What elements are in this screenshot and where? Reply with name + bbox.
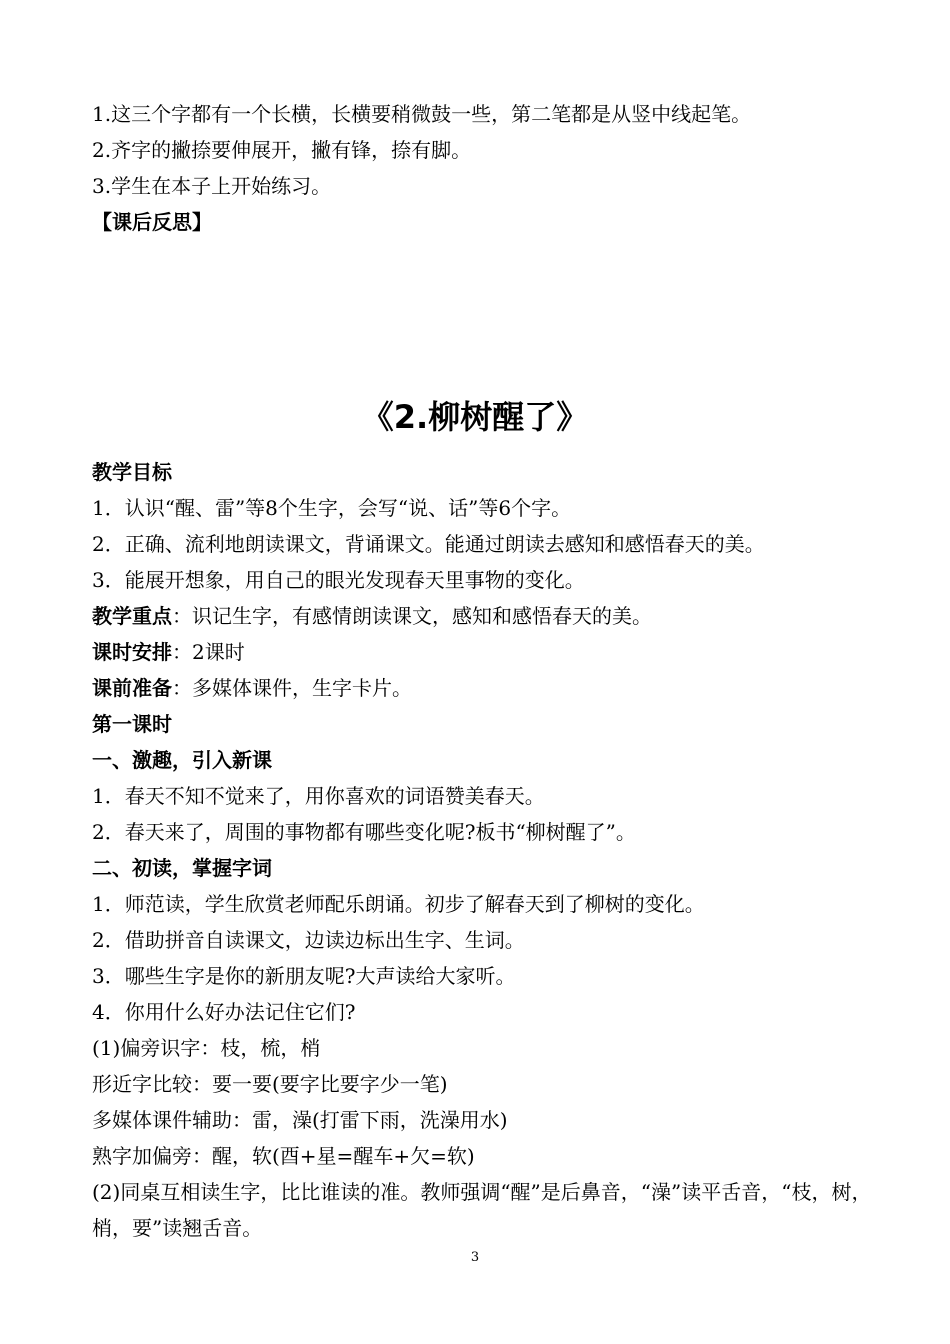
focus-text: ：识记生字，有感情朗读课文，感知和感悟春天的美。	[172, 604, 652, 628]
schedule-text: ：2课时	[172, 640, 245, 664]
paragraph-line: 3.学生在本子上开始练习。	[92, 174, 332, 198]
paragraph-line: 1.这三个字都有一个长横，长横要稍微鼓一些，第二笔都是从竖中线起笔。	[92, 102, 752, 126]
prep-line	[92, 675, 892, 701]
list-item: 2．正确、流利地朗读课文，背诵课文。能通过朗读去感知和感悟春天的美。	[92, 532, 765, 556]
list-item: 3．哪些生字是你的新朋友呢?大声读给大家听。	[92, 964, 516, 988]
prep-label: 课前准备	[92, 676, 172, 700]
section-heading: 教学目标	[92, 460, 172, 484]
section-heading: 第一课时	[92, 712, 172, 736]
schedule-line	[92, 639, 892, 665]
paragraph-line: 2.齐字的撇捺要伸展开，撇有锋，捺有脚。	[92, 138, 472, 162]
page-number: 3	[470, 1250, 480, 1265]
prep-text: ：多媒体课件，生字卡片。	[172, 676, 412, 700]
list-item: 1．师范读，学生欣赏老师配乐朗诵。初步了解春天到了柳树的变化。	[92, 892, 705, 916]
list-item: 4．你用什么好办法记住它们?	[92, 1000, 356, 1024]
list-item: 多媒体课件辅助：雷，澡(打雷下雨，洗澡用水)	[92, 1108, 508, 1132]
list-item: 形近字比较：要一要(要字比要字少一笔)	[92, 1072, 448, 1096]
page-title: 《2.柳树醒了》	[361, 398, 589, 436]
section-heading: 二、初读，掌握字词	[92, 856, 272, 880]
list-item: 1．认识“醒、雷”等8个生字，会写“说、话”等6个字。	[92, 496, 572, 520]
list-item: 熟字加偏旁：醒，软(酉+星=醒车+欠=软)	[92, 1144, 475, 1168]
paragraph: (2)同桌互相读生字，比比谁读的准。教师强调“醒”是后鼻音，“澡”读平舌音，“枝，树，梢，要”读翘舌音。	[92, 1180, 872, 1240]
schedule-label: 课时安排	[92, 640, 172, 664]
list-item: 1．春天不知不觉来了，用你喜欢的词语赞美春天。	[92, 784, 545, 808]
list-item: 2．春天来了，周围的事物都有哪些变化呢?板书“柳树醒了”。	[92, 820, 636, 844]
list-item: (1)偏旁识字：枝，梳，梢	[92, 1036, 321, 1060]
list-item: 3．能展开想象，用自己的眼光发现春天里事物的变化。	[92, 568, 585, 592]
focus-label: 教学重点	[92, 604, 172, 628]
focus-line	[92, 603, 892, 629]
section-heading: 一、激趣，引入新课	[92, 748, 272, 772]
list-item: 2．借助拼音自读课文，边读边标出生字、生词。	[92, 928, 525, 952]
section-heading: 【课后反思】	[92, 210, 212, 234]
